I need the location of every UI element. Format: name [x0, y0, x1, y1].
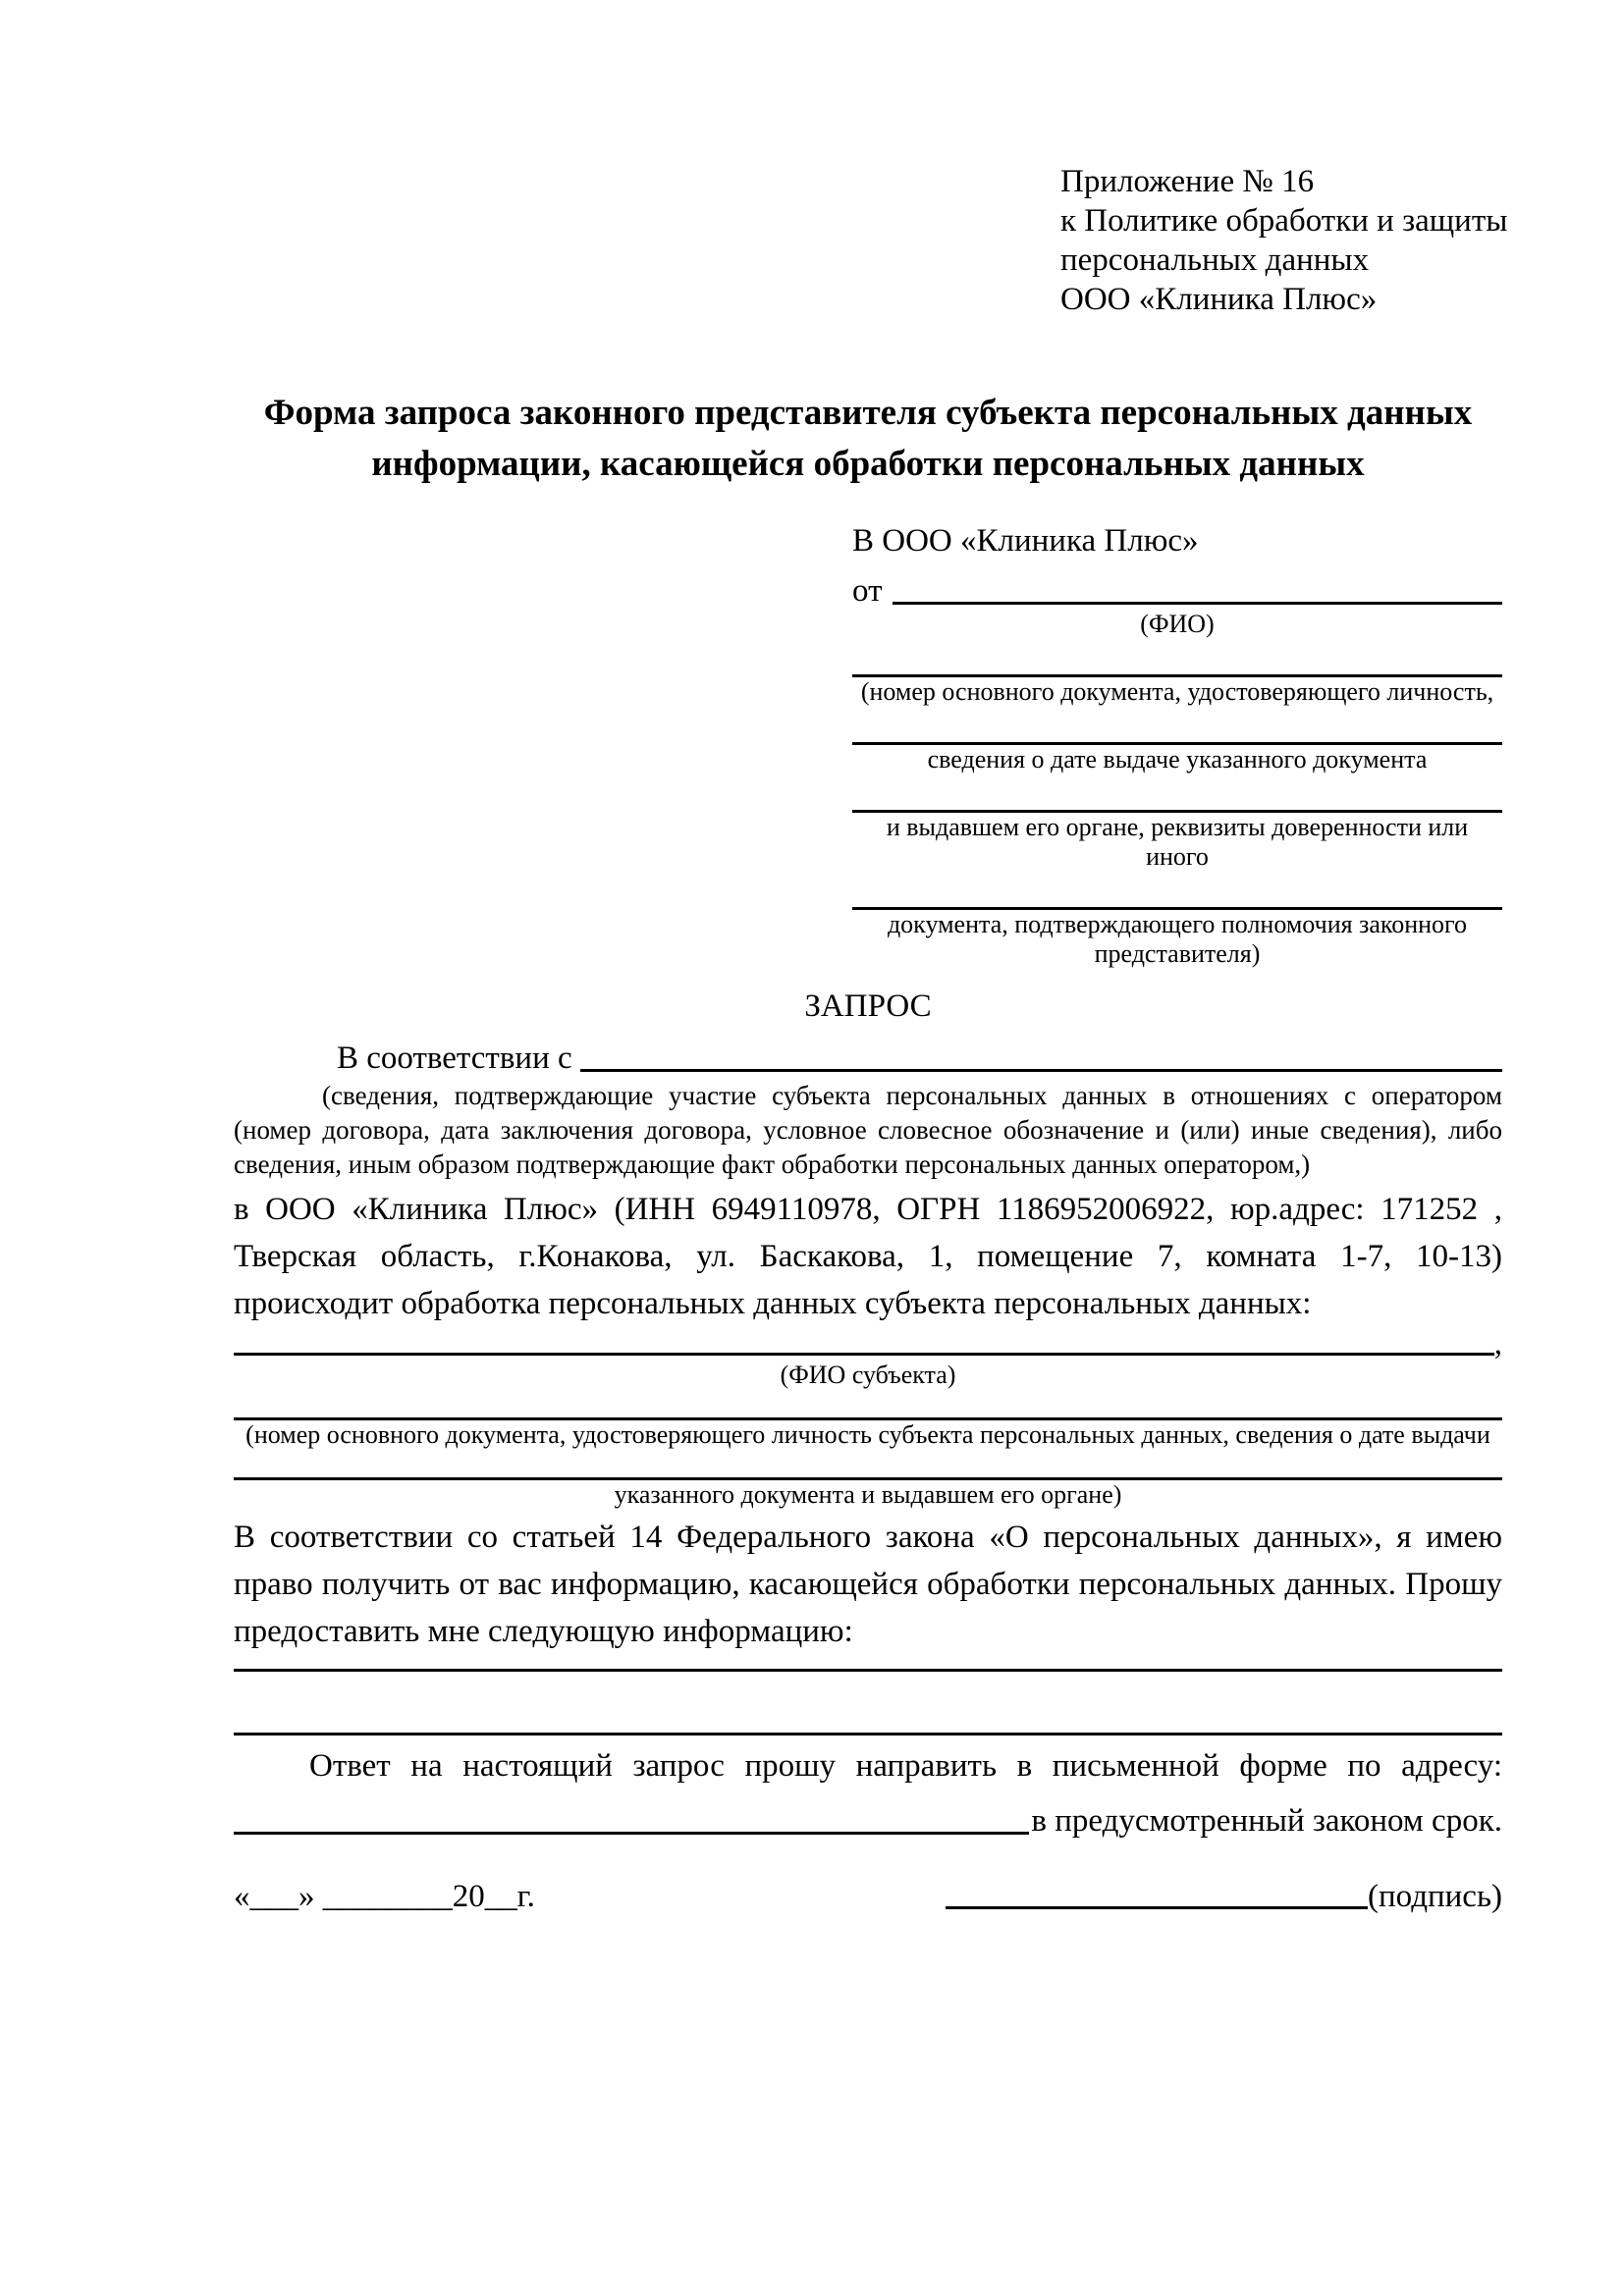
- appendix-line: ООО «Клиника Плюс»: [1060, 282, 1378, 317]
- requested-info-blank-line: [234, 1672, 1502, 1735]
- addressee-organization: В ООО «Клиника Плюс»: [852, 523, 1199, 559]
- subject-doc-blank-line: [234, 1390, 1502, 1420]
- doc-hint: документа, подтверждающего полномочия законного представителя): [887, 910, 1468, 968]
- subject-doc-blank-line: [234, 1450, 1502, 1480]
- representative-doc-blank-line: [852, 707, 1502, 745]
- reply-tail: в предусмотренный законом срок.: [1031, 1803, 1502, 1839]
- appendix-header: [1060, 162, 1508, 319]
- fio-hint: (ФИО): [1140, 610, 1215, 638]
- operator-paragraph: в ООО «Клиника Плюс» (ИНН 6949110978, ОГРН 1186952006922, юр.адрес: 171252 , Тверская область, г.Конакова, ул. Баскакова, 1, помещение 7, комната 1-7, 10-13) происходит обработка персональных данных субъекта персональных данных:: [234, 1192, 1502, 1321]
- date-placeholder: «___» ________20__г.: [234, 1879, 535, 1914]
- reply-address-blank-line: [234, 1832, 1029, 1835]
- signature-blank-line: [946, 1906, 1368, 1909]
- basis-hint: (сведения, подтверждающие участие субъекта персональных данных в отношениях с оператором (номер договора, дата заключения договора, условное словесное обозначение и (или) иные сведения), либо сведения, иным образом подтверждающие факт обработки персональных данных оператором,): [234, 1081, 1502, 1179]
- representative-fio-blank-line: [893, 602, 1503, 605]
- from-label: от: [852, 573, 883, 609]
- appendix-line: к Политике обработки и защиты: [1060, 203, 1508, 239]
- date-signature-row: [234, 1879, 1502, 1915]
- from-row: [852, 564, 1502, 610]
- request-heading: ЗАПРОС: [804, 988, 932, 1024]
- signature-block: [946, 1879, 1502, 1915]
- form-title-line: Форма запроса законного представителя субъекта персональных данных: [263, 393, 1473, 433]
- appendix-line: персональных данных: [1060, 242, 1370, 278]
- appendix-line: Приложение № 16: [1060, 164, 1315, 199]
- subject-doc-hint: указанного документа и выдавшем его органе): [614, 1480, 1122, 1509]
- trailing-comma: ,: [1493, 1326, 1502, 1362]
- representative-doc-blank-line: [852, 774, 1502, 813]
- subject-fio-hint: (ФИО субъекта): [780, 1361, 956, 1389]
- doc-hint: сведения о дате выдаче указанного документа: [927, 745, 1428, 774]
- reply-sentence: Ответ на настоящий запрос прошу направить в письменной форме по адресу:: [309, 1748, 1502, 1784]
- addressee-block: [852, 517, 1502, 969]
- representative-doc-blank-line: [852, 872, 1502, 910]
- doc-hint: и выдавшем его органе, реквизиты доверенности или иного: [886, 813, 1469, 871]
- form-title-line: информации, касающейся обработки персональных данных: [371, 444, 1365, 484]
- requested-info-blank-line: [234, 1655, 1502, 1672]
- subject-doc-hint: (номер основного документа, удостоверяющего личность субъекта персональных данных, сведения о дате выдачи: [245, 1420, 1490, 1449]
- doc-hint: (номер основного документа, удостоверяющего личность,: [860, 677, 1494, 706]
- subject-fio-blank-line: [234, 1353, 1494, 1356]
- basis-row: [234, 1032, 1502, 1077]
- basis-label: В соответствии с: [337, 1041, 572, 1076]
- signature-hint: (подпись): [1368, 1879, 1502, 1914]
- representative-doc-blank-line: [852, 639, 1502, 677]
- basis-blank-line: [580, 1069, 1502, 1072]
- subject-fio-row: [234, 1327, 1502, 1361]
- reply-address-row: [234, 1790, 1502, 1840]
- form-title: [234, 388, 1502, 490]
- law-paragraph: В соответствии со статьей 14 Федерального закона «О персональных данных», я имею право получить от вас информацию, касающейся обработки персональных данных. Прошу предоставить мне следующую информацию:: [234, 1520, 1502, 1649]
